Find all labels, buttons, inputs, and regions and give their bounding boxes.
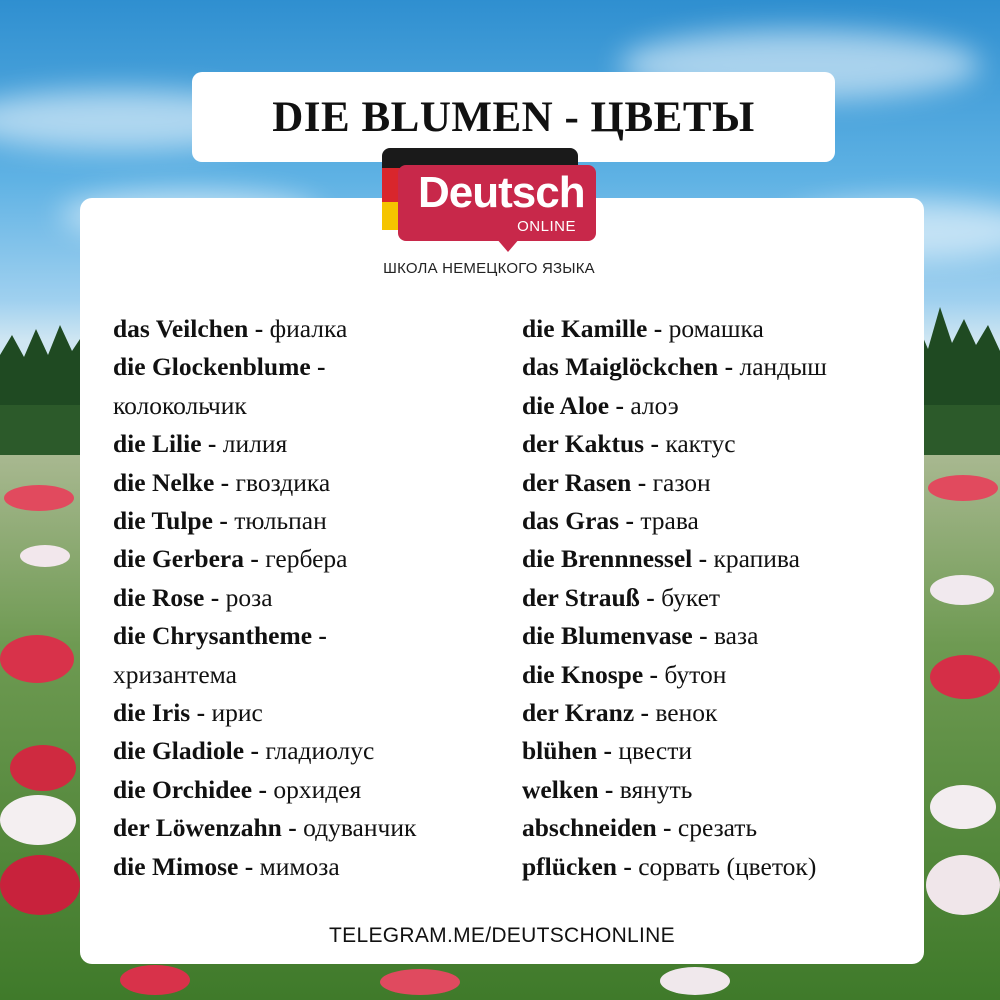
logo-bubble-tail: [496, 238, 520, 252]
dash-separator: -: [598, 774, 620, 804]
vocab-entry: [522, 348, 917, 386]
german-word: die Tulpe: [113, 506, 213, 536]
dash-separator: -: [248, 314, 270, 343]
dash-separator: -: [718, 352, 740, 382]
vocab-entry: [113, 348, 508, 386]
russian-translation: гвоздика: [235, 467, 331, 497]
dash-separator: -: [238, 851, 260, 881]
russian-translation: фиалка: [269, 314, 348, 343]
vocab-entry: [522, 464, 917, 502]
vocab-entry: [113, 540, 508, 578]
dash-separator: -: [616, 851, 639, 881]
vocab-entry-continued: [113, 387, 508, 425]
german-word: die Gerbera: [113, 544, 244, 574]
russian-translation: роза: [225, 582, 273, 612]
vocab-entry-continued: [113, 656, 508, 694]
german-word: abschneiden: [522, 813, 657, 843]
dash-separator: -: [647, 314, 669, 343]
german-word: die Blumenvase: [522, 621, 693, 651]
russian-translation: лилия: [222, 429, 288, 459]
russian-translation: газон: [652, 467, 711, 497]
vocab-entry: [113, 310, 508, 348]
dash-separator: -: [643, 659, 665, 689]
russian-translation: кактус: [665, 429, 736, 459]
vocab-entry: [113, 732, 508, 770]
vocab-entry: [522, 694, 917, 732]
german-word: das Maiglöckchen: [522, 352, 719, 382]
dash-separator: -: [244, 544, 266, 574]
russian-translation: сорвать (цветок): [638, 851, 817, 881]
dash-separator: -: [201, 429, 223, 459]
vocab-column-right: [522, 310, 917, 886]
german-word: die Rose: [113, 582, 205, 612]
dash-separator: -: [252, 774, 274, 804]
german-word: der Rasen: [522, 467, 632, 497]
dash-separator: -: [281, 813, 304, 843]
dash-separator: -: [631, 467, 653, 497]
german-word: der Strauß: [522, 582, 640, 612]
russian-translation: гладиолус: [265, 736, 375, 766]
german-word: die Gladiole: [113, 736, 245, 766]
vocab-entry: [113, 617, 508, 655]
russian-translation: срезать: [677, 813, 758, 843]
vocab-entry: [113, 694, 508, 732]
vocab-entry: [522, 617, 917, 655]
german-word: die Nelke: [113, 467, 215, 497]
russian-translation: бутон: [664, 659, 727, 689]
vocab-entry: [522, 809, 917, 847]
vocab-entry: [522, 732, 917, 770]
german-word: die Iris: [113, 698, 191, 728]
page-title: DIE BLUMEN - ЦВЕТЫ: [272, 93, 755, 141]
russian-translation: колокольчик: [113, 390, 247, 420]
deutsch-online-logo: [378, 148, 600, 286]
dash-separator: -: [212, 506, 235, 536]
german-word: die Mimose: [113, 851, 239, 881]
german-word: der Löwenzahn: [113, 813, 282, 843]
german-word: die Orchidee: [113, 774, 253, 804]
dash-separator: -: [619, 506, 641, 536]
russian-translation: одуванчик: [303, 813, 417, 843]
german-word: das Veilchen: [113, 314, 249, 343]
german-word: die Lilie: [113, 429, 202, 459]
german-word: die Glockenblume: [113, 352, 311, 382]
russian-translation: цвести: [618, 736, 692, 766]
telegram-link[interactable]: TELEGRAM.ME/DEUTSCHONLINE: [329, 924, 675, 947]
vocab-entry: [113, 425, 508, 463]
russian-translation: вянуть: [619, 774, 693, 804]
school-tagline: ШКОЛА НЕМЕЦКОГО ЯЗЫКА: [383, 260, 595, 277]
vocab-entry: [522, 771, 917, 809]
russian-translation: букет: [661, 582, 721, 612]
german-word: welken: [522, 774, 599, 804]
vocab-entry: [522, 387, 917, 425]
dash-separator: -: [692, 544, 714, 574]
russian-translation: ваза: [713, 621, 759, 651]
german-word: blühen: [522, 736, 598, 766]
vocab-entry: [522, 540, 917, 578]
vocab-entry: [522, 579, 917, 617]
vocab-entry: [113, 464, 508, 502]
russian-translation: ирис: [211, 698, 263, 728]
dash-separator: -: [204, 582, 226, 612]
dash-separator: -: [190, 698, 212, 728]
vocab-entry: [522, 848, 917, 886]
vocab-entry: [522, 502, 917, 540]
vocab-entry: [113, 502, 508, 540]
dash-separator: -: [644, 429, 666, 459]
russian-translation: хризантема: [113, 659, 237, 689]
german-word: die Brennnessel: [522, 544, 693, 574]
russian-translation: трава: [640, 506, 699, 536]
dash-separator: -: [609, 390, 631, 420]
russian-translation: крапива: [713, 544, 800, 574]
russian-translation: тюльпан: [234, 506, 327, 536]
dash-separator: -: [214, 467, 236, 497]
vocab-entry: [113, 848, 508, 886]
dash-separator: -: [244, 736, 266, 766]
russian-translation: алоэ: [630, 390, 679, 420]
vocab-entry: [522, 310, 917, 348]
vocab-entry: [113, 809, 508, 847]
german-word: die Knospe: [522, 659, 644, 689]
russian-translation: гербера: [265, 544, 348, 574]
vocab-entry: [113, 579, 508, 617]
dash-separator: -: [310, 352, 326, 382]
dash-separator: -: [597, 736, 619, 766]
german-word: die Chrysantheme: [113, 621, 313, 651]
german-word: die Kamille: [522, 314, 648, 343]
dash-separator: -: [639, 582, 662, 612]
russian-translation: ландыш: [739, 352, 827, 382]
dash-separator: -: [692, 621, 714, 651]
german-word: die Aloe: [522, 390, 610, 420]
german-word: pflücken: [522, 851, 617, 881]
german-word: das Gras: [522, 506, 620, 536]
dash-separator: -: [312, 621, 327, 651]
russian-translation: ромашка: [668, 314, 764, 343]
logo-main-text: Deutsch: [418, 168, 585, 217]
vocab-entry: [522, 656, 917, 694]
russian-translation: орхидея: [273, 774, 362, 804]
dash-separator: -: [656, 813, 678, 843]
vocab-column-left: [113, 310, 508, 886]
dash-separator: -: [634, 698, 656, 728]
vocab-entry: [113, 771, 508, 809]
russian-translation: венок: [655, 698, 718, 728]
logo-sub-text: ONLINE: [517, 218, 576, 235]
vocab-entry: [522, 425, 917, 463]
german-word: der Kaktus: [522, 429, 645, 459]
russian-translation: мимоза: [259, 851, 340, 881]
german-word: der Kranz: [522, 698, 635, 728]
